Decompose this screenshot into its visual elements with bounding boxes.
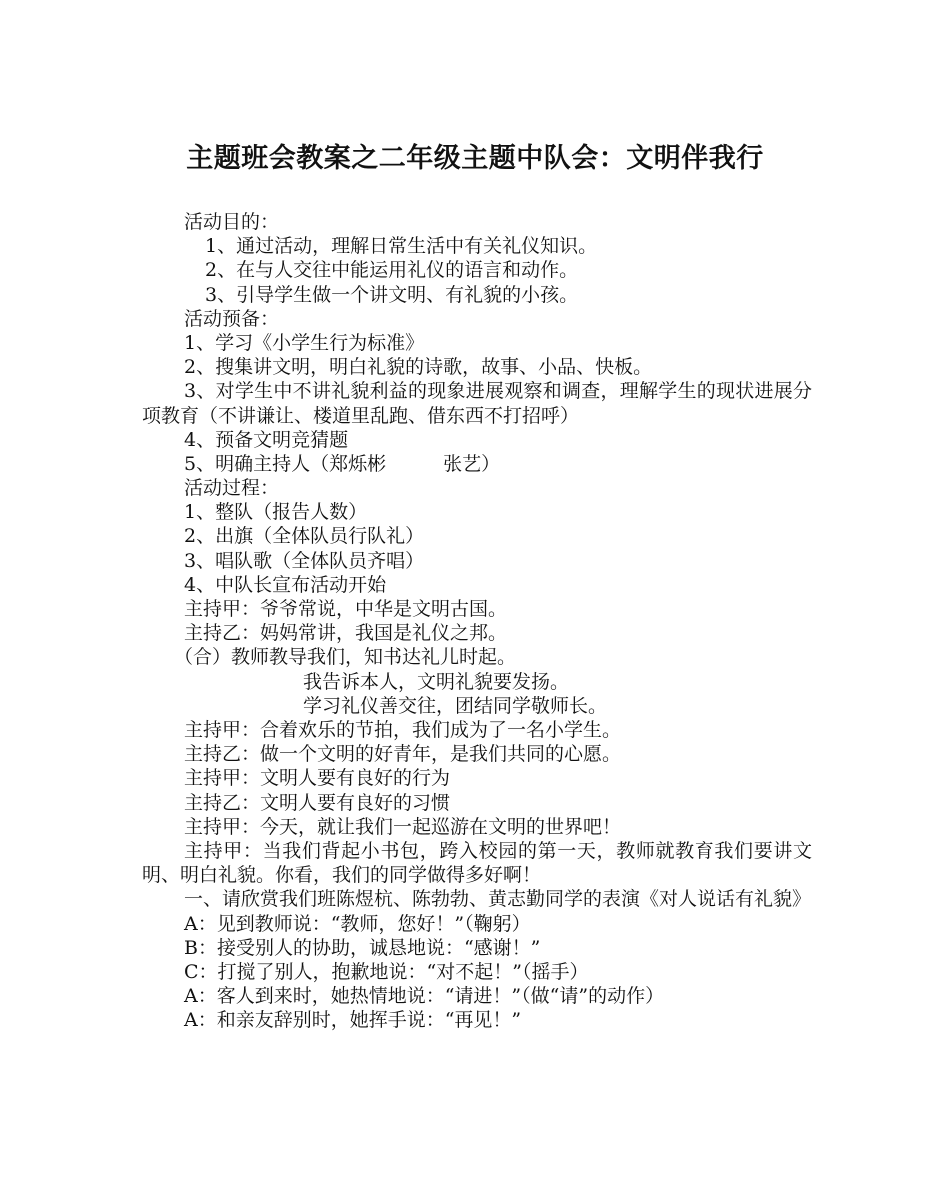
prep-item-paragraph: 3、对学生中不讲礼貌利益的现象进展观察和调查，理解学生的现状进展分项教育（不讲谦让、楼道里乱跑、借东西不打招呼） bbox=[142, 380, 812, 427]
together-line: （合）教师教导我们，知书达礼儿时起。 bbox=[174, 646, 517, 669]
act-line: A：见到教师说：“教师，您好！”（鞠躬） bbox=[184, 912, 531, 935]
process-heading: 活动过程： bbox=[184, 477, 280, 500]
host-line: 主持乙：文明人要有良好的习惯 bbox=[184, 791, 451, 814]
process-item: 4、中队长宣布活动开始 bbox=[184, 573, 387, 596]
prep-item: 4、预备文明竞猜题 bbox=[184, 428, 349, 451]
process-item: 2、出旗（全体队员行队礼） bbox=[184, 525, 425, 548]
section-heading: 一、请欣赏我们班陈煜杭、陈勃勃、黄志勤同学的表演《对人说话有礼貌》 bbox=[184, 888, 812, 911]
goal-item: 2、在与人交往中能运用礼仪的语言和动作。 bbox=[205, 259, 579, 282]
act-line: B：接受别人的协助，诚恳地说：“感谢！” bbox=[184, 936, 541, 959]
host-line: 主持乙：妈妈常讲，我国是礼仪之邦。 bbox=[184, 622, 508, 645]
prep-heading: 活动预备： bbox=[184, 307, 280, 330]
prep-item: 1、学习《小学生行为标准》 bbox=[184, 331, 425, 354]
host-line: 主持甲：合着欢乐的节拍，我们成为了一名小学生。 bbox=[184, 718, 622, 741]
process-item: 3、唱队歌（全体队员齐唱） bbox=[184, 549, 425, 572]
act-line: C：打搅了别人，抱歉地说：“对不起！”（摇手） bbox=[184, 960, 589, 983]
act-line: A：和亲友辞别时，她挥手说：“再见！” bbox=[184, 1009, 522, 1032]
process-item: 1、整队（报告人数） bbox=[184, 501, 368, 524]
goal-item: 3、引导学生做一个讲文明、有礼貌的小孩。 bbox=[205, 283, 579, 306]
host-line: 主持甲：今天，就让我们一起巡游在文明的世界吧！ bbox=[184, 815, 622, 838]
poem-line: 我告诉本人，文明礼貌要发扬。 bbox=[303, 670, 570, 693]
host-line: 主持乙：做一个文明的好青年，是我们共同的心愿。 bbox=[184, 743, 622, 766]
act-line: A：客人到来时，她热情地说：“请进！”（做“请”的动作） bbox=[184, 985, 665, 1008]
poem-line: 学习礼仪善交往，团结同学敬师长。 bbox=[303, 694, 608, 717]
goal-item: 1、通过活动，理解日常生活中有关礼仪知识。 bbox=[205, 235, 598, 258]
goal-heading: 活动目的： bbox=[184, 211, 280, 233]
document-body bbox=[142, 210, 812, 1032]
host-line: 主持甲：文明人要有良好的行为 bbox=[184, 767, 451, 790]
document-title: 主题班会教案之二年级主题中队会：文明伴我行 bbox=[186, 143, 764, 174]
host-paragraph: 主持甲：当我们背起小书包，跨入校园的第一天，教师就教育我们要讲文明、明白礼貌。你看，我们的同学做得多好啊！ bbox=[142, 839, 812, 887]
prep-item: 5、明确主持人（郑烁彬 张艺） bbox=[184, 452, 501, 475]
prep-item: 2、搜集讲文明，明白礼貌的诗歌，故事、小品、快板。 bbox=[184, 356, 653, 379]
host-line: 主持甲：爷爷常说，中华是文明古国。 bbox=[184, 598, 508, 621]
